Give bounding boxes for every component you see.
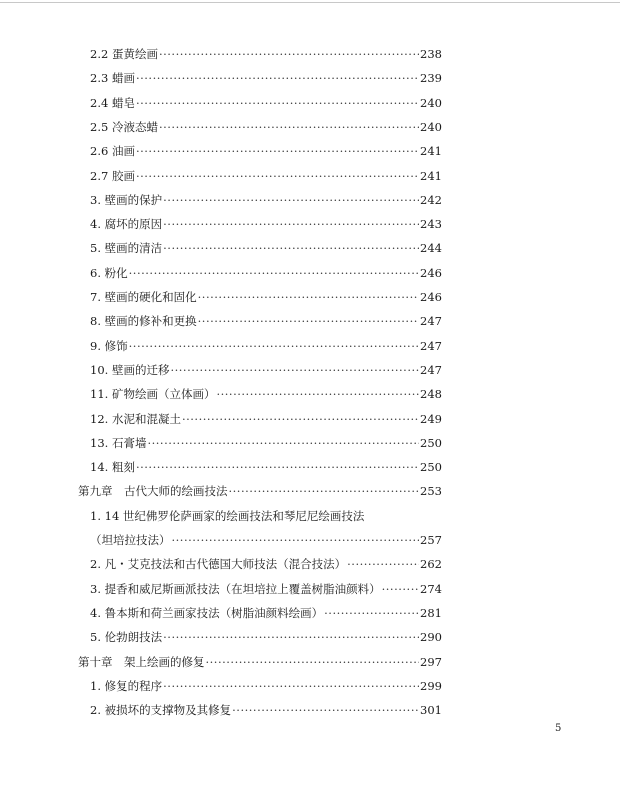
- entry-page-number: 246: [420, 290, 442, 304]
- entry-title: 13. 石膏墙: [90, 435, 147, 450]
- toc-entry: [90, 336, 442, 356]
- toc-entry: [90, 166, 442, 186]
- toc-entry: [90, 506, 364, 526]
- toc-entry: [90, 433, 442, 453]
- toc-entry: [90, 287, 442, 307]
- entry-title: 2.7 胶画: [90, 168, 135, 183]
- entry-title: 2. 凡・艾克技法和古代德国大师技法（混合技法）: [90, 557, 347, 572]
- toc-entry: [90, 603, 442, 623]
- entry-page-number: 250: [420, 435, 442, 450]
- entry-title: 2. 被损坏的支撑物及其修复: [90, 703, 232, 718]
- entry-page-number: 240: [420, 95, 442, 110]
- entry-title: 9. 修饰: [90, 338, 128, 353]
- entry-page-number: 247: [420, 338, 442, 353]
- dot-leader: [136, 166, 419, 186]
- entry-title: 1. 14 世纪佛罗伦萨画家的绘画技法和琴尼尼绘画技法: [90, 508, 365, 523]
- dot-leader: [147, 433, 419, 453]
- dot-leader: [163, 214, 419, 234]
- entry-title: 3. 提香和威尼斯画派技法（在坦培拉上覆盖树脂油颜料）: [90, 581, 381, 596]
- toc-entry: [90, 214, 442, 234]
- dot-leader: [206, 652, 420, 672]
- entry-title: 第十章 架上绘画的修复: [78, 654, 205, 669]
- toc-chapter-entry: [78, 652, 442, 672]
- entry-page-number: 299: [420, 678, 442, 693]
- toc-entry: [90, 93, 442, 113]
- dot-leader: [136, 457, 419, 477]
- dot-leader: [232, 700, 419, 720]
- entry-page-number: 301: [420, 703, 442, 718]
- entry-page-number: 241: [420, 168, 442, 183]
- entry-title: 8. 壁画的修补和更换: [90, 314, 197, 329]
- dot-leader: [136, 93, 419, 113]
- toc-entry: [90, 238, 442, 258]
- dot-leader: [163, 190, 419, 210]
- entry-page-number: 239: [420, 71, 442, 86]
- toc-entry: [90, 409, 442, 429]
- dot-leader: [129, 263, 419, 283]
- toc-entry: [90, 44, 442, 64]
- entry-page-number: 281: [420, 605, 442, 620]
- dot-leader: [163, 238, 419, 258]
- dot-leader: [163, 676, 419, 696]
- entry-title: 2.6 油画: [90, 144, 135, 159]
- entry-page-number: 242: [420, 192, 442, 207]
- toc-entry: [90, 700, 442, 720]
- entry-title: 3. 壁画的保护: [90, 192, 163, 207]
- entry-title: 第九章 古代大师的绘画技法: [78, 484, 228, 499]
- entry-title: 4. 腐坏的原因: [90, 217, 163, 232]
- header-rule: [0, 2, 620, 3]
- dot-leader: [229, 481, 420, 501]
- dot-leader: [136, 68, 419, 88]
- dot-leader: [324, 603, 419, 623]
- entry-page-number: 248: [420, 387, 442, 402]
- entry-page-number: 274: [420, 581, 442, 596]
- entry-title: 11. 矿物绘画（立体画）: [90, 387, 216, 402]
- entry-page-number: 240: [420, 119, 442, 134]
- entry-page-number: 238: [420, 47, 442, 61]
- dot-leader: [129, 336, 419, 356]
- dot-leader: [347, 554, 419, 574]
- entry-title: 7. 壁画的硬化和固化: [90, 290, 197, 304]
- toc-entry: [90, 457, 442, 477]
- entry-page-number: 253: [420, 484, 442, 499]
- entry-title: 14. 粗刻: [90, 460, 135, 475]
- entry-page-number: 297: [420, 654, 442, 669]
- entry-page-number: 243: [420, 217, 442, 232]
- entry-title: 5. 伦勃朗技法: [90, 630, 163, 645]
- dot-leader: [198, 311, 419, 331]
- entry-title: 2.5 冷液态蜡: [90, 119, 158, 134]
- entry-title: 2.4 蜡皂: [90, 95, 135, 110]
- entry-title: 4. 鲁本斯和荷兰画家技法（树脂油颜料绘画）: [90, 605, 324, 620]
- dot-leader: [136, 141, 419, 161]
- entry-title: 12. 水泥和混凝土: [90, 411, 181, 426]
- entry-title: 1. 修复的程序: [90, 678, 163, 693]
- toc-entry: [90, 627, 442, 647]
- toc-entry: [90, 68, 442, 88]
- toc-entry: [90, 311, 442, 331]
- entry-title: 2.3 蜡画: [90, 71, 135, 86]
- toc-entry: [90, 676, 442, 696]
- entry-page-number: 244: [420, 241, 442, 256]
- entry-page-number: 249: [420, 411, 442, 426]
- dot-leader: [382, 579, 419, 599]
- dot-leader: [163, 627, 419, 647]
- dot-leader: [198, 287, 419, 307]
- toc-entry: [90, 360, 442, 380]
- entry-page-number: 246: [420, 265, 442, 280]
- entry-page-number: 290: [420, 630, 442, 645]
- entry-title: 2.2 蛋黄绘画: [90, 47, 158, 61]
- dot-leader: [172, 530, 420, 550]
- entry-page-number: 257: [420, 533, 442, 547]
- toc-entry: [90, 117, 442, 137]
- toc-entry: [90, 263, 442, 283]
- entry-title: 5. 壁画的清洁: [90, 241, 163, 256]
- toc-entry: [90, 530, 442, 550]
- page-number: 5: [555, 723, 562, 734]
- dot-leader: [216, 384, 419, 404]
- entry-title: 6. 粉化: [90, 265, 128, 280]
- toc-entry: [90, 579, 442, 599]
- entry-title: （坦培拉技法）: [90, 533, 171, 547]
- toc-chapter-entry: [78, 481, 442, 501]
- toc-entry: [90, 141, 442, 161]
- entry-page-number: 247: [420, 314, 442, 329]
- toc-entry: [90, 554, 442, 574]
- dot-leader: [159, 117, 419, 137]
- dot-leader: [159, 44, 419, 64]
- entry-page-number: 241: [420, 144, 442, 159]
- dot-leader: [182, 409, 419, 429]
- entry-page-number: 247: [420, 362, 442, 377]
- entry-title: 10. 壁画的迁移: [90, 362, 170, 377]
- dot-leader: [170, 360, 419, 380]
- toc-entry: [90, 384, 442, 404]
- entry-page-number: 262: [420, 557, 442, 572]
- entry-page-number: 250: [420, 460, 442, 475]
- toc-entry: [90, 190, 442, 210]
